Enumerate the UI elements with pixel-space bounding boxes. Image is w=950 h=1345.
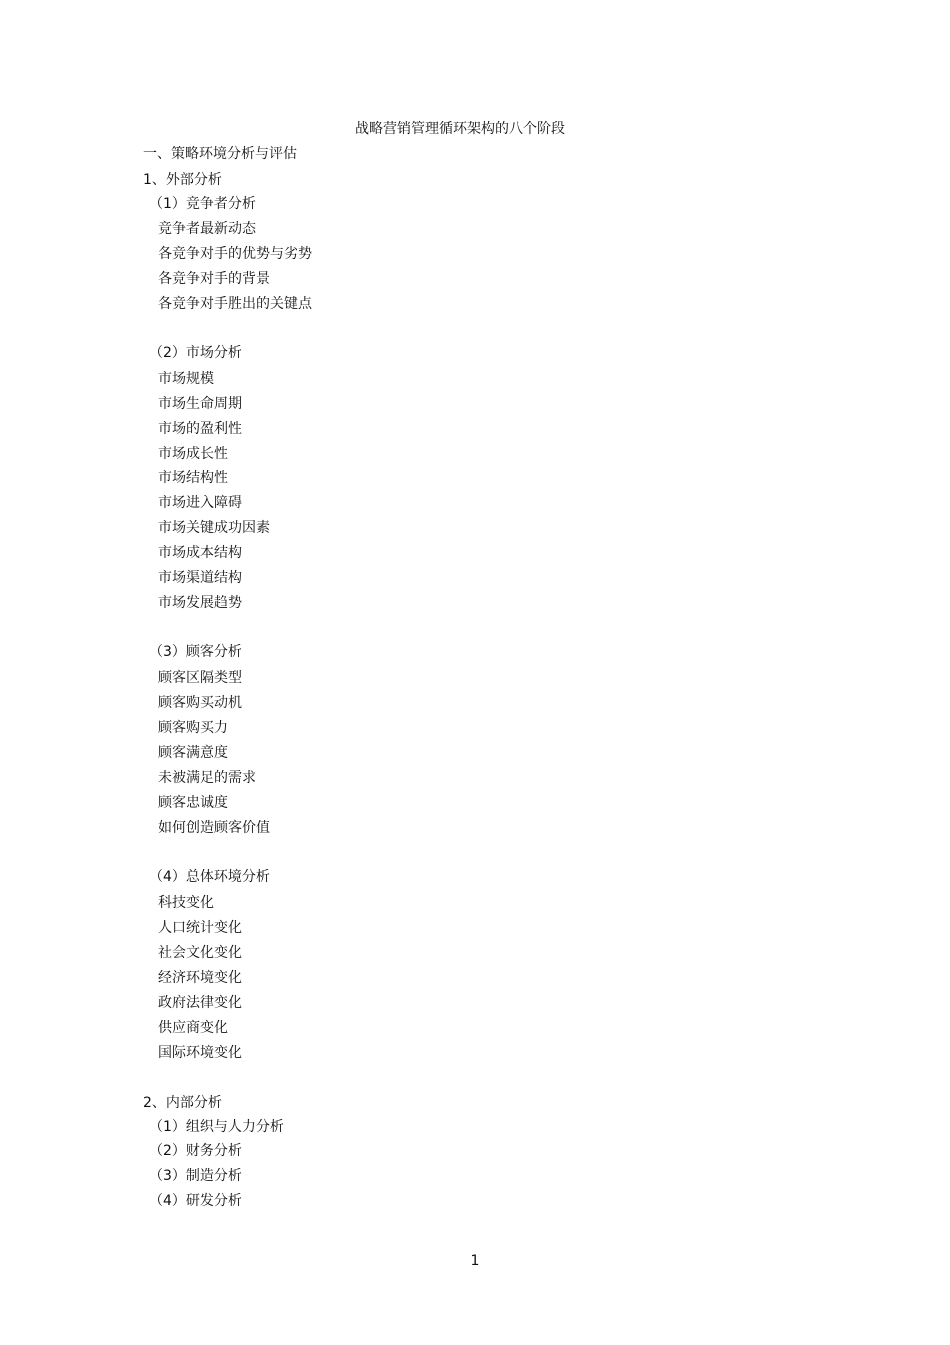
list-item: 市场的盈利性 xyxy=(158,421,242,437)
list-item: 竞争者最新动态 xyxy=(158,221,256,237)
section-heading: 一、策略环境分析与评估 xyxy=(143,146,297,162)
list-item: 市场发展趋势 xyxy=(158,595,242,611)
subsection-heading-internal: 2、内部分析 xyxy=(143,1095,222,1111)
list-item: 市场进入障碍 xyxy=(158,495,242,511)
list-item: 市场成本结构 xyxy=(158,545,242,561)
list-item: 经济环境变化 xyxy=(158,970,242,986)
page-number: 1 xyxy=(470,1253,480,1269)
list-item: 市场规模 xyxy=(158,371,214,387)
list-item: 市场成长性 xyxy=(158,446,228,462)
list-item: 顾客满意度 xyxy=(158,745,228,761)
list-item: 国际环境变化 xyxy=(158,1045,242,1061)
list-item: 供应商变化 xyxy=(158,1020,228,1036)
document-title: 战略营销管理循环架构的八个阶段 xyxy=(355,121,565,137)
list-item: 各竞争对手的背景 xyxy=(158,271,270,287)
environment-analysis-heading: （4）总体环境分析 xyxy=(149,869,270,885)
list-item: 各竞争对手的优势与劣势 xyxy=(158,246,312,262)
list-item: 市场生命周期 xyxy=(158,396,242,412)
subsection-heading-external: 1、外部分析 xyxy=(143,172,222,188)
list-item: 人口统计变化 xyxy=(158,920,242,936)
list-item: 各竞争对手胜出的关键点 xyxy=(158,296,312,312)
list-item: （1）组织与人力分析 xyxy=(149,1119,284,1135)
list-item: 市场结构性 xyxy=(158,470,228,486)
list-item: 如何创造顾客价值 xyxy=(158,820,270,836)
list-item: 市场关键成功因素 xyxy=(158,520,270,536)
list-item: 顾客购买动机 xyxy=(158,695,242,711)
list-item: 市场渠道结构 xyxy=(158,570,242,586)
list-item: 未被满足的需求 xyxy=(158,770,256,786)
list-item: （3）制造分析 xyxy=(149,1168,242,1184)
market-analysis-heading: （2）市场分析 xyxy=(149,345,242,361)
competitor-analysis-heading: （1）竞争者分析 xyxy=(149,196,256,212)
list-item: （4）研发分析 xyxy=(149,1193,242,1209)
list-item: 政府法律变化 xyxy=(158,995,242,1011)
list-item: 科技变化 xyxy=(158,895,214,911)
list-item: （2）财务分析 xyxy=(149,1143,242,1159)
list-item: 顾客购买力 xyxy=(158,720,228,736)
customer-analysis-heading: （3）顾客分析 xyxy=(149,644,242,660)
list-item: 社会文化变化 xyxy=(158,945,242,961)
list-item: 顾客忠诚度 xyxy=(158,795,228,811)
list-item: 顾客区隔类型 xyxy=(158,670,242,686)
